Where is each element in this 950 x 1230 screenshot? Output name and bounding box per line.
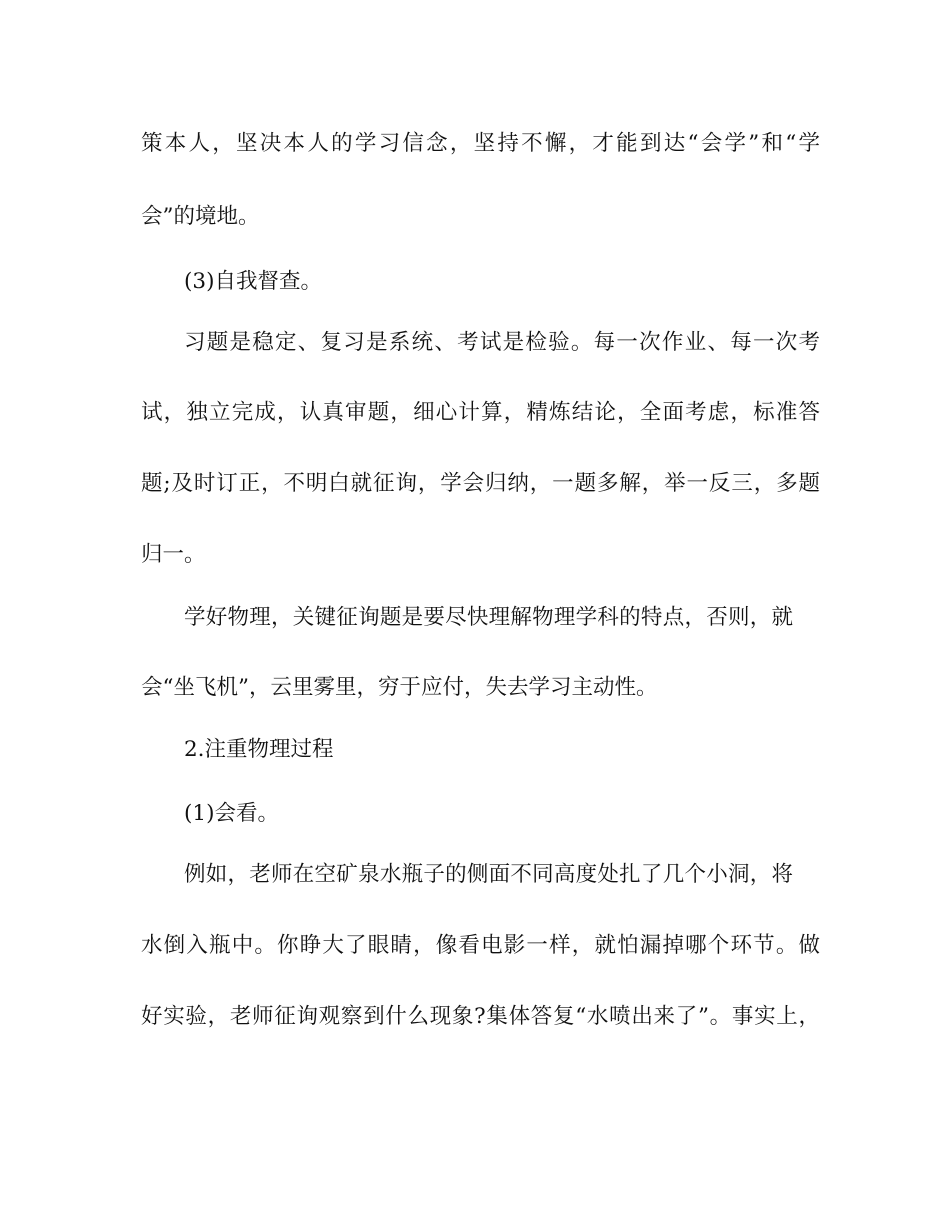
- text-line-13: 水倒入瓶中。你睁大了眼睛，像看电影一样，就怕漏掉哪个环节。做: [141, 933, 820, 958]
- text-line-5: 试，独立完成，认真审题，细心计算，精炼结论，全面考虑，标准答: [141, 400, 820, 425]
- section-heading-physics-process: 2.注重物理过程: [184, 737, 334, 762]
- text-line-8: 学好物理，关键征询题是要尽快理解物理学科的特点，否则，就: [184, 605, 793, 630]
- text-line-9: 会“坐飞机”，云里雾里，穷于应付，失去学习主动性。: [141, 675, 658, 700]
- text-line-12: 例如，老师在空矿泉水瓶子的侧面不同高度处扎了几个小洞，将: [184, 862, 793, 887]
- text-line-1: 策本人，坚决本人的学习信念，坚持不懈，才能到达“会学”和“学: [141, 131, 820, 156]
- text-line-6: 题;及时订正，不明白就征询，学会归纳，一题多解，举一反三，多题: [141, 471, 820, 496]
- text-line-4: 习题是稳定、复习是系统、考试是检验。每一次作业、每一次考: [184, 330, 820, 355]
- subheading-self-supervision: (3)自我督查。: [184, 269, 322, 294]
- text-line-14: 好实验，老师征询观察到什么现象?集体答复“水喷出来了”。事实上，: [141, 1004, 820, 1029]
- text-line-2: 会”的境地。: [141, 204, 260, 229]
- text-line-7: 归一。: [141, 542, 206, 567]
- subheading-observe: (1)会看。: [184, 801, 279, 826]
